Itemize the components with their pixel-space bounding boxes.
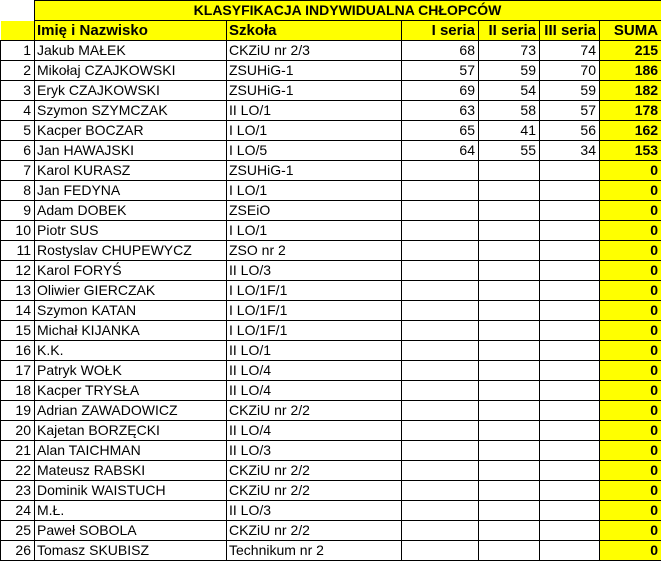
series-3-cell[interactable]: 57 [540,101,600,121]
sum-cell[interactable]: 182 [600,81,661,101]
series-2-cell[interactable] [479,441,540,461]
series-1-cell[interactable] [402,181,479,201]
series-2-cell[interactable] [479,481,540,501]
header-corner-cell [1,21,35,41]
series-2-cell[interactable]: 54 [479,81,540,101]
series-2-cell[interactable]: 73 [479,41,540,61]
series-1-cell[interactable] [402,481,479,501]
header-series-3[interactable]: III seria [540,21,600,41]
series-1-cell[interactable]: 64 [402,141,479,161]
name-cell[interactable]: K.K. [35,341,227,361]
row-number-cell[interactable]: 19 [1,401,35,421]
name-cell[interactable]: Rostyslav CHUPEWYCZ [35,241,227,261]
table-row [1,281,661,301]
series-2-cell[interactable] [479,401,540,421]
rows-body [1,41,661,561]
series-2-cell[interactable] [479,381,540,401]
sum-cell[interactable]: 0 [600,181,661,201]
series-3-cell[interactable] [540,541,600,561]
school-cell[interactable]: CKZiU nr 2/2 [227,481,402,501]
table-row [1,221,661,241]
series-1-cell[interactable] [402,261,479,281]
table-row [1,441,661,461]
row-number-cell[interactable]: 3 [1,81,35,101]
series-1-cell[interactable]: 65 [402,121,479,141]
school-cell[interactable]: I LO/1F/1 [227,321,402,341]
row-number-cell[interactable]: 23 [1,481,35,501]
title-row [1,1,661,21]
series-1-cell[interactable]: 57 [402,61,479,81]
row-number-cell[interactable]: 9 [1,201,35,221]
name-cell[interactable]: Mateusz RABSKI [35,461,227,481]
name-cell[interactable]: Adam DOBEK [35,201,227,221]
name-cell[interactable]: Jan FEDYNA [35,181,227,201]
series-3-cell[interactable] [540,161,600,181]
sum-cell[interactable]: 0 [600,301,661,321]
series-1-cell[interactable] [402,401,479,421]
table-row [1,261,661,281]
name-cell[interactable]: Alan TAICHMAN [35,441,227,461]
series-1-cell[interactable] [402,421,479,441]
sum-cell[interactable]: 153 [600,141,661,161]
table-row [1,141,661,161]
name-cell[interactable]: Oliwier GIERCZAK [35,281,227,301]
table-row [1,541,661,561]
series-3-cell[interactable] [540,521,600,541]
sum-cell[interactable]: 0 [600,341,661,361]
name-cell[interactable]: Dominik WAISTUCH [35,481,227,501]
table-row [1,241,661,261]
table-row [1,321,661,341]
sum-cell[interactable]: 0 [600,441,661,461]
sum-cell[interactable]: 215 [600,41,661,61]
row-number-cell[interactable]: 10 [1,221,35,241]
table-row [1,481,661,501]
school-cell[interactable]: II LO/4 [227,361,402,381]
series-3-cell[interactable] [540,481,600,501]
series-2-cell[interactable] [479,241,540,261]
sum-cell[interactable]: 0 [600,521,661,541]
series-3-cell[interactable] [540,361,600,381]
sum-cell[interactable]: 178 [600,101,661,121]
series-1-cell[interactable] [402,301,479,321]
name-cell[interactable]: Tomasz SKUBISZ [35,541,227,561]
sum-cell[interactable]: 0 [600,481,661,501]
sheet-title: KLASYFIKACJA INDYWIDUALNA CHŁOPCÓW [35,1,661,21]
row-number-cell[interactable]: 22 [1,461,35,481]
row-number-cell[interactable]: 20 [1,421,35,441]
series-2-cell[interactable]: 59 [479,61,540,81]
series-3-cell[interactable]: 34 [540,141,600,161]
school-cell[interactable]: II LO/3 [227,501,402,521]
table-row [1,61,661,81]
row-number-cell[interactable]: 25 [1,521,35,541]
series-1-cell[interactable] [402,221,479,241]
series-2-cell[interactable] [479,461,540,481]
row-number-cell[interactable]: 12 [1,261,35,281]
header-series-1[interactable]: I seria [402,21,479,41]
row-number-cell[interactable]: 1 [1,41,35,61]
row-number-cell[interactable]: 5 [1,121,35,141]
series-3-cell[interactable] [540,441,600,461]
series-3-cell[interactable] [540,221,600,241]
series-1-cell[interactable]: 69 [402,81,479,101]
series-1-cell[interactable]: 63 [402,101,479,121]
row-number-cell[interactable]: 18 [1,381,35,401]
series-1-cell[interactable] [402,361,479,381]
school-cell[interactable]: CKZiU nr 2/2 [227,401,402,421]
series-3-cell[interactable]: 70 [540,61,600,81]
row-number-cell[interactable]: 14 [1,301,35,321]
school-cell[interactable]: I LO/1 [227,181,402,201]
series-3-cell[interactable] [540,241,600,261]
name-cell[interactable]: Kacper BOCZAR [35,121,227,141]
table-row [1,521,661,541]
sum-cell[interactable]: 0 [600,241,661,261]
table-row [1,121,661,141]
series-3-cell[interactable] [540,341,600,361]
school-cell[interactable]: ZSUHiG-1 [227,61,402,81]
row-number-cell[interactable]: 2 [1,61,35,81]
name-cell[interactable]: Jan HAWAJSKI [35,141,227,161]
table-row [1,401,661,421]
school-cell[interactable]: CKZiU nr 2/2 [227,521,402,541]
header-row [1,21,661,41]
series-2-cell[interactable]: 41 [479,121,540,141]
series-3-cell[interactable] [540,301,600,321]
sum-cell[interactable]: 0 [600,541,661,561]
table-row [1,501,661,521]
school-cell[interactable]: I LO/5 [227,141,402,161]
series-1-cell[interactable] [402,501,479,521]
table-row [1,161,661,181]
school-cell[interactable]: ZSUHiG-1 [227,81,402,101]
name-cell[interactable]: Eryk CZAJKOWSKI [35,81,227,101]
series-2-cell[interactable]: 58 [479,101,540,121]
sum-cell[interactable]: 0 [600,221,661,241]
series-1-cell[interactable] [402,321,479,341]
name-cell[interactable]: Jakub MAŁEK [35,41,227,61]
row-number-cell[interactable]: 26 [1,541,35,561]
table-row [1,341,661,361]
series-2-cell[interactable] [479,361,540,381]
series-1-cell[interactable] [402,161,479,181]
series-3-cell[interactable] [540,281,600,301]
row-number-cell[interactable]: 8 [1,181,35,201]
school-cell[interactable]: II LO/1 [227,341,402,361]
header-series-2[interactable]: II seria [479,21,540,41]
school-cell[interactable]: II LO/3 [227,441,402,461]
series-1-cell[interactable] [402,461,479,481]
sum-cell[interactable]: 0 [600,381,661,401]
name-cell[interactable]: Karol KURASZ [35,161,227,181]
name-cell[interactable]: Szymon SZYMCZAK [35,101,227,121]
name-cell[interactable]: Karol FORYŚ [35,261,227,281]
row-number-cell[interactable]: 6 [1,141,35,161]
series-1-cell[interactable] [402,541,479,561]
table-row [1,301,661,321]
school-cell[interactable]: Technikum nr 2 [227,541,402,561]
school-cell[interactable]: I LO/1F/1 [227,301,402,321]
school-cell[interactable]: ZSUHiG-1 [227,161,402,181]
series-3-cell[interactable]: 56 [540,121,600,141]
school-cell[interactable]: I LO/1 [227,221,402,241]
row-number-cell[interactable]: 15 [1,321,35,341]
series-1-cell[interactable] [402,341,479,361]
table-row [1,461,661,481]
series-3-cell[interactable]: 74 [540,41,600,61]
series-1-cell[interactable] [402,241,479,261]
sum-cell[interactable]: 162 [600,121,661,141]
series-2-cell[interactable] [479,321,540,341]
series-3-cell[interactable] [540,401,600,421]
school-cell[interactable]: ZSO nr 2 [227,241,402,261]
table-row [1,181,661,201]
school-cell[interactable]: I LO/1F/1 [227,281,402,301]
sum-cell[interactable]: 0 [600,321,661,341]
sum-cell[interactable]: 0 [600,201,661,221]
sum-cell[interactable]: 0 [600,161,661,181]
series-2-cell[interactable] [479,281,540,301]
series-2-cell[interactable] [479,221,540,241]
school-cell[interactable]: ZSEiO [227,201,402,221]
row-number-cell[interactable]: 7 [1,161,35,181]
series-2-cell[interactable] [479,341,540,361]
school-cell[interactable]: CKZiU nr 2/2 [227,461,402,481]
school-cell[interactable]: I LO/1 [227,121,402,141]
series-3-cell[interactable] [540,381,600,401]
sum-cell[interactable]: 0 [600,361,661,381]
series-1-cell[interactable] [402,201,479,221]
table-row [1,81,661,101]
row-number-cell[interactable]: 21 [1,441,35,461]
series-2-cell[interactable]: 55 [479,141,540,161]
sum-cell[interactable]: 0 [600,281,661,301]
table-row [1,421,661,441]
series-3-cell[interactable] [540,421,600,441]
table-row [1,381,661,401]
table-row [1,41,661,61]
school-cell[interactable]: CKZiU nr 2/3 [227,41,402,61]
sum-cell[interactable]: 0 [600,501,661,521]
name-cell[interactable]: Mikołaj CZAJKOWSKI [35,61,227,81]
school-cell[interactable]: II LO/4 [227,421,402,441]
sum-cell[interactable]: 186 [600,61,661,81]
series-3-cell[interactable] [540,321,600,341]
row-number-cell[interactable]: 4 [1,101,35,121]
series-2-cell[interactable] [479,541,540,561]
table-row [1,201,661,221]
series-1-cell[interactable] [402,521,479,541]
series-1-cell[interactable] [402,281,479,301]
series-1-cell[interactable] [402,381,479,401]
series-3-cell[interactable] [540,201,600,221]
header-name[interactable]: Imię i Nazwisko [35,21,227,41]
name-cell[interactable]: M.Ł. [35,501,227,521]
sum-cell[interactable]: 0 [600,461,661,481]
series-3-cell[interactable] [540,261,600,281]
header-school[interactable]: Szkoła [227,21,402,41]
series-2-cell[interactable] [479,301,540,321]
name-cell[interactable]: Szymon KATAN [35,301,227,321]
school-cell[interactable]: II LO/4 [227,381,402,401]
school-cell[interactable]: II LO/1 [227,101,402,121]
name-cell[interactable]: Paweł SOBOLA [35,521,227,541]
name-cell[interactable]: Kajetan BORZĘCKI [35,421,227,441]
series-2-cell[interactable] [479,501,540,521]
series-2-cell[interactable] [479,421,540,441]
corner-cell [1,1,35,21]
header-sum[interactable]: SUMA [600,21,661,41]
series-2-cell[interactable] [479,521,540,541]
school-cell[interactable]: II LO/3 [227,261,402,281]
sum-cell[interactable]: 0 [600,401,661,421]
series-2-cell[interactable] [479,201,540,221]
series-2-cell[interactable] [479,261,540,281]
sum-cell[interactable]: 0 [600,421,661,441]
table-row [1,101,661,121]
series-3-cell[interactable] [540,501,600,521]
row-number-cell[interactable]: 24 [1,501,35,521]
name-cell[interactable]: Kacper TRYSŁA [35,381,227,401]
series-3-cell[interactable] [540,461,600,481]
series-2-cell[interactable] [479,161,540,181]
row-number-cell[interactable]: 13 [1,281,35,301]
row-number-cell[interactable]: 16 [1,341,35,361]
series-1-cell[interactable]: 68 [402,41,479,61]
row-number-cell[interactable]: 17 [1,361,35,381]
series-3-cell[interactable] [540,181,600,201]
sum-cell[interactable]: 0 [600,261,661,281]
name-cell[interactable]: Adrian ZAWADOWICZ [35,401,227,421]
name-cell[interactable]: Michał KIJANKA [35,321,227,341]
name-cell[interactable]: Patryk WOŁK [35,361,227,381]
table-row [1,361,661,381]
name-cell[interactable]: Piotr SUS [35,221,227,241]
series-3-cell[interactable]: 59 [540,81,600,101]
row-number-cell[interactable]: 11 [1,241,35,261]
series-1-cell[interactable] [402,441,479,461]
series-2-cell[interactable] [479,181,540,201]
